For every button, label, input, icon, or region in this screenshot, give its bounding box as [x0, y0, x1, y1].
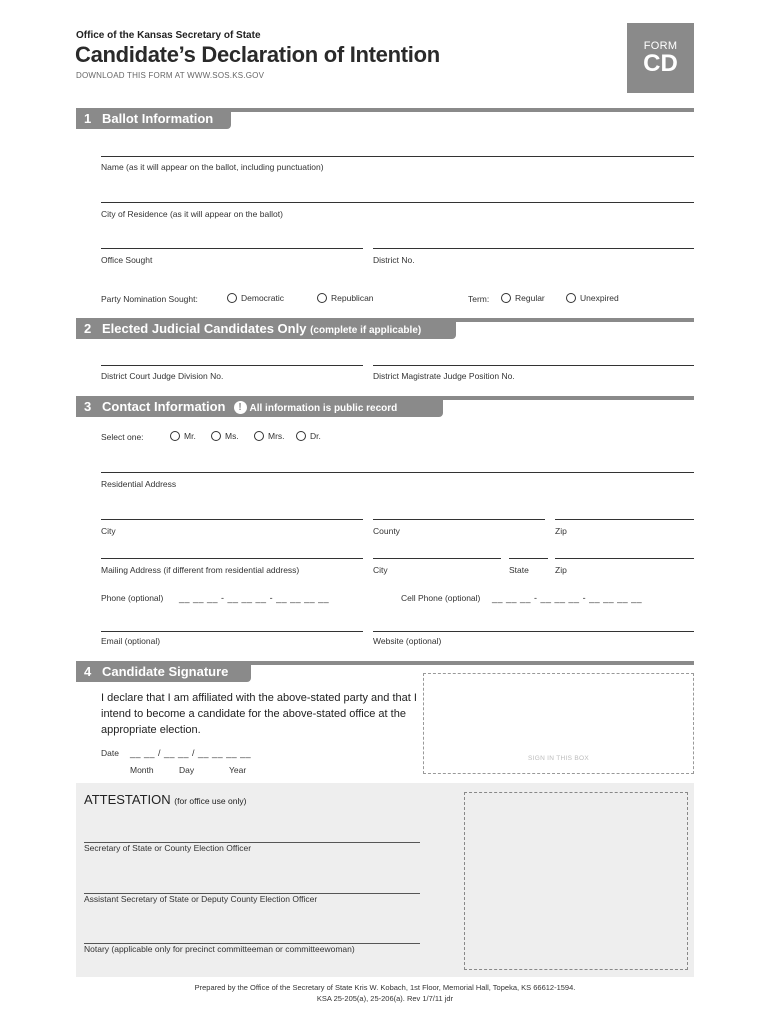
- county-field[interactable]: [373, 519, 545, 520]
- section1-number: 1: [84, 111, 92, 126]
- party-republican-label: Republican: [331, 293, 374, 303]
- magistrate-position-field[interactable]: [373, 365, 694, 366]
- alert-icon: !: [234, 401, 247, 414]
- website-field[interactable]: [373, 631, 694, 632]
- mailing-state-field[interactable]: [509, 558, 548, 559]
- agency-name: Office of the Kansas Secretary of State: [76, 30, 261, 41]
- mailing-city-field[interactable]: [373, 558, 501, 559]
- section2-rule: [455, 318, 694, 322]
- term-unexpired-radio[interactable]: [566, 293, 619, 303]
- mailing-zip-field[interactable]: [555, 558, 694, 559]
- title-mr-radio[interactable]: [170, 431, 196, 441]
- radio-circle-icon: [501, 293, 511, 303]
- declaration-text: I declare that I am affiliated with the above-stated party and that I intend to become a candidate for the above-stated office at the appropriate election.: [101, 692, 417, 736]
- section4-header: [76, 661, 251, 682]
- signature-box[interactable]: [423, 673, 694, 774]
- section3-note: All information is public record: [249, 403, 398, 414]
- office-sought-field[interactable]: [101, 248, 363, 249]
- radio-circle-icon: [254, 431, 264, 441]
- office-sought-label: Office Sought: [101, 255, 153, 265]
- mailing-city-label: City: [373, 565, 388, 575]
- section4-title: Candidate Signature: [102, 664, 229, 679]
- radio-circle-icon: [317, 293, 327, 303]
- city-label: City: [101, 526, 116, 536]
- term-regular-radio[interactable]: [501, 293, 545, 303]
- phone-field[interactable]: __ __ __ - __ __ __ - __ __ __ __: [179, 593, 330, 603]
- district-field[interactable]: [373, 248, 694, 249]
- title-mrs-label: Mrs.: [268, 431, 285, 441]
- attest-notary-label: Notary (applicable only for precinct committeeman or committeewoman): [84, 944, 355, 954]
- party-democratic-radio[interactable]: [227, 293, 284, 303]
- form-code: CD: [643, 50, 678, 77]
- party-democratic-label: Democratic: [241, 293, 284, 303]
- section4-number: 4: [84, 664, 92, 679]
- section2-header: [76, 318, 456, 339]
- city-of-residence-label: City of Residence (as it will appear on the ballot): [101, 209, 283, 219]
- name-label: Name (as it will appear on the ballot, including punctuation): [101, 162, 324, 172]
- phone-label: Phone (optional): [101, 593, 164, 603]
- form-title: Candidate’s Declaration of Intention: [75, 42, 440, 67]
- title-ms-label: Ms.: [225, 431, 239, 441]
- radio-circle-icon: [227, 293, 237, 303]
- sign-hint: SIGN IN THIS BOX: [527, 755, 590, 762]
- county-label: County: [373, 526, 400, 536]
- email-field[interactable]: [101, 631, 363, 632]
- email-label: Email (optional): [101, 636, 161, 646]
- cell-phone-field[interactable]: __ __ __ - __ __ __ - __ __ __ __: [492, 593, 643, 603]
- section1-header: [76, 108, 231, 129]
- title-mrs-radio[interactable]: [254, 431, 285, 441]
- month-label: Month: [130, 765, 154, 775]
- zip-label: Zip: [555, 526, 567, 536]
- magistrate-position-label: District Magistrate Judge Position No.: [373, 371, 515, 381]
- section1-rule: [229, 108, 694, 112]
- title-dr-label: Dr.: [310, 431, 321, 441]
- section2-title: Elected Judicial Candidates Only: [102, 321, 307, 336]
- judge-division-field[interactable]: [101, 365, 363, 366]
- section2-note: (complete if applicable): [310, 325, 422, 336]
- footer-prepared: Prepared by the Office of the Secretary of State Kris W. Kobach, 1st Floor, Memorial Hall, Topeka, KS 66612-1594.: [194, 983, 576, 992]
- attestation-title: ATTESTATION: [84, 792, 171, 807]
- section3-number: 3: [84, 399, 92, 414]
- title-ms-radio[interactable]: [211, 431, 239, 441]
- term-unexpired-label: Unexpired: [580, 293, 619, 303]
- mailing-address-field[interactable]: [101, 558, 363, 559]
- footer-statute: KSA 25-205(a), 25-206(a). Rev 1/7/11 jdr: [316, 994, 454, 1003]
- city-of-residence-field[interactable]: [101, 202, 694, 203]
- day-label: Day: [179, 765, 195, 775]
- section2-number: 2: [84, 321, 92, 336]
- mailing-zip-label: Zip: [555, 565, 567, 575]
- form-code-box: [627, 23, 694, 93]
- attest-assistant-label: Assistant Secretary of State or Deputy County Election Officer: [84, 894, 318, 904]
- residential-address-field[interactable]: [101, 472, 694, 473]
- website-label: Website (optional): [373, 636, 442, 646]
- radio-circle-icon: [211, 431, 221, 441]
- city-field[interactable]: [101, 519, 363, 520]
- select-one-label: Select one:: [101, 432, 144, 442]
- mailing-state-label: State: [509, 565, 529, 575]
- judge-division-label: District Court Judge Division No.: [101, 371, 224, 381]
- radio-circle-icon: [566, 293, 576, 303]
- attest-sos-label: Secretary of State or County Election Officer: [84, 843, 252, 853]
- section3-header: [76, 396, 443, 417]
- cell-phone-label: Cell Phone (optional): [401, 593, 481, 603]
- party-label: Party Nomination Sought:: [101, 294, 198, 304]
- party-republican-radio[interactable]: [317, 293, 374, 303]
- name-field[interactable]: [101, 156, 694, 157]
- term-label: Term:: [468, 294, 490, 304]
- section4-rule: [250, 661, 694, 665]
- term-regular-label: Regular: [515, 293, 545, 303]
- district-label: District No.: [373, 255, 415, 265]
- section3-title: Contact Information: [102, 399, 226, 414]
- radio-circle-icon: [296, 431, 306, 441]
- section1-title: Ballot Information: [102, 111, 214, 126]
- form-word: FORM: [643, 40, 678, 52]
- section3-rule: [442, 396, 694, 400]
- zip-field[interactable]: [555, 519, 694, 520]
- radio-circle-icon: [170, 431, 180, 441]
- title-dr-radio[interactable]: [296, 431, 321, 441]
- year-label: Year: [229, 765, 247, 775]
- date-label: Date: [101, 748, 119, 758]
- attestation-seal-box: [464, 792, 688, 970]
- download-note: DOWNLOAD THIS FORM AT WWW.SOS.KS.GOV: [76, 71, 265, 80]
- mailing-address-label: Mailing Address (if different from residential address): [101, 565, 300, 575]
- title-mr-label: Mr.: [184, 431, 196, 441]
- attestation-heading: [84, 792, 246, 807]
- residential-address-label: Residential Address: [101, 479, 177, 489]
- attestation-note: (for office use only): [174, 796, 247, 806]
- date-field[interactable]: __ __ / __ __ / __ __ __ __: [130, 748, 252, 758]
